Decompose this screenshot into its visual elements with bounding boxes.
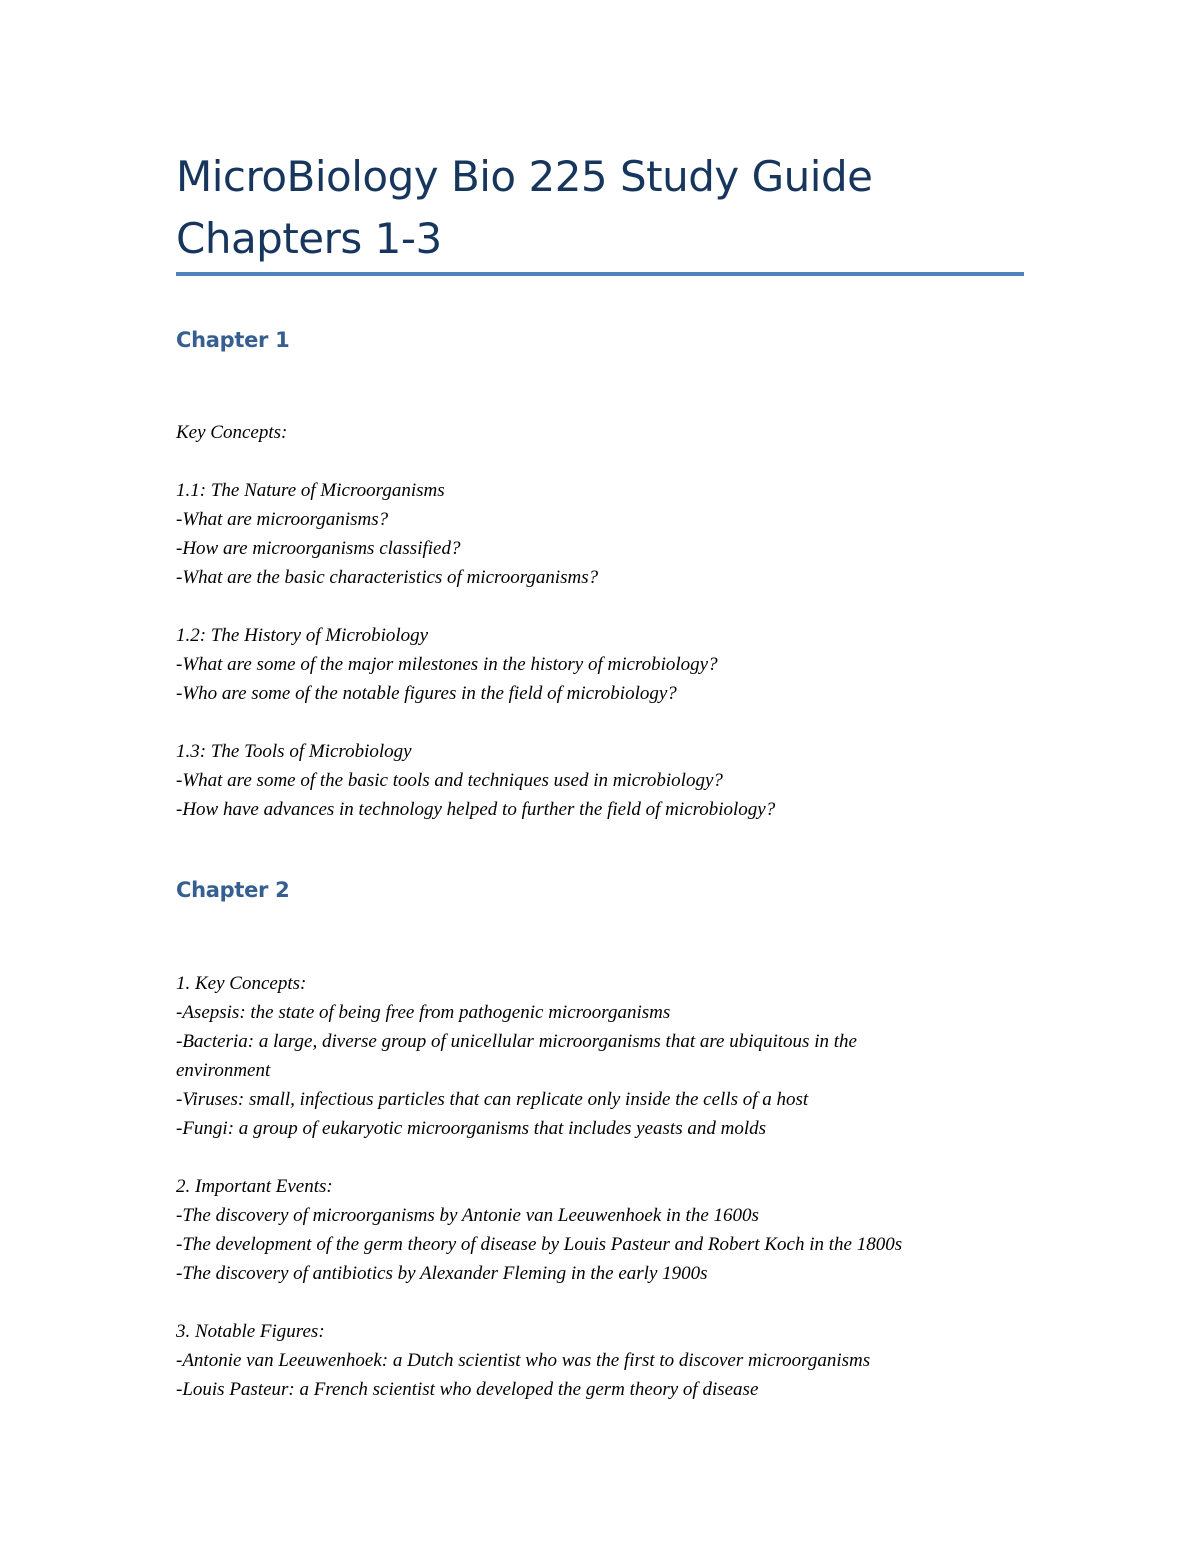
section-title: 1.3: The Tools of Microbiology: [176, 741, 412, 762]
list-item: -The discovery of microorganisms by Antonie van Leeuwenhoek in the 1600s: [176, 1205, 759, 1226]
chapter-2-section: [176, 1172, 1036, 1288]
chapter-1-section: [176, 621, 1036, 708]
section-title: 1.2: The History of Microbiology: [176, 625, 429, 646]
list-item: -Louis Pasteur: a French scientist who developed the germ theory of disease: [176, 1379, 759, 1400]
list-item: -Asepsis: the state of being free from pathogenic microorganisms: [176, 1002, 671, 1023]
title-line-2: Chapters 1-3: [176, 214, 442, 263]
list-item: -What are some of the basic tools and techniques used in microbiology?: [176, 770, 723, 791]
chapter-1-section: [176, 476, 1036, 592]
document-title: [176, 146, 1024, 270]
key-concepts-label: Key Concepts:: [176, 422, 288, 443]
list-item: -Who are some of the notable figures in the field of microbiology?: [176, 683, 677, 704]
list-item: -How have advances in technology helped to further the field of microbiology?: [176, 799, 776, 820]
title-line-1: MicroBiology Bio 225 Study Guide: [176, 152, 873, 201]
section-title: 1.1: The Nature of Microorganisms: [176, 480, 445, 501]
section-title: 2. Important Events:: [176, 1176, 333, 1197]
title-underline-rule: [176, 272, 1024, 276]
list-item: -What are some of the major milestones in the history of microbiology?: [176, 654, 718, 675]
list-item: -What are the basic characteristics of microorganisms?: [176, 567, 599, 588]
list-item: -Fungi: a group of eukaryotic microorganisms that includes yeasts and molds: [176, 1118, 766, 1139]
section-title: 1. Key Concepts:: [176, 973, 307, 994]
list-item: -Antonie van Leeuwenhoek: a Dutch scientist who was the first to discover microorganisms: [176, 1350, 871, 1371]
list-item: -Viruses: small, infectious particles that can replicate only inside the cells of a host: [176, 1089, 809, 1110]
chapter-1-section: [176, 737, 1036, 824]
list-item: -How are microorganisms classified?: [176, 538, 461, 559]
chapter-2-heading: Chapter 2: [176, 878, 290, 902]
chapter-2-body: [176, 969, 1036, 1404]
chapter-2-section: [176, 969, 1036, 1143]
list-item: -Bacteria: a large, diverse group of unicellular microorganisms that are ubiquitous in the: [176, 1031, 857, 1052]
chapter-1-heading: Chapter 1: [176, 328, 290, 352]
list-item: -What are microorganisms?: [176, 509, 389, 530]
section-title: 3. Notable Figures:: [176, 1321, 325, 1342]
list-item: -The development of the germ theory of disease by Louis Pasteur and Robert Koch in the 1800s: [176, 1234, 903, 1255]
chapter-1-body: [176, 418, 1036, 824]
chapter-2-section: [176, 1317, 1036, 1404]
list-item: environment: [176, 1060, 271, 1081]
list-item: -The discovery of antibiotics by Alexander Fleming in the early 1900s: [176, 1263, 708, 1284]
